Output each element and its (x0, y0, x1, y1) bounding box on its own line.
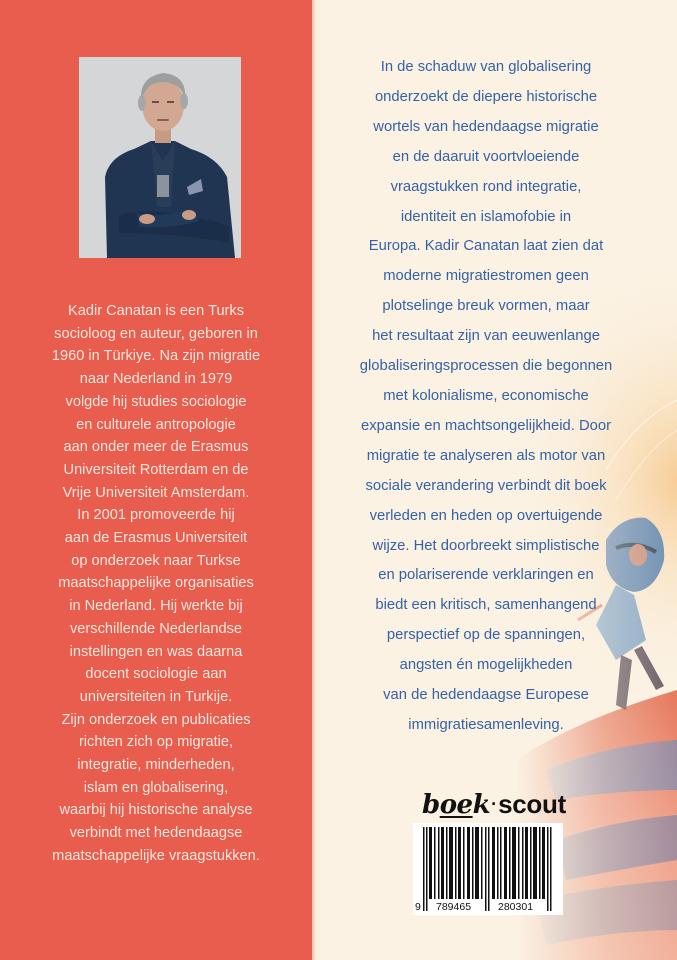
bio-line: instellingen en was daarna (69, 643, 243, 660)
publisher-logo (422, 789, 572, 819)
blurb-line: verleden en heden op overtuigende (369, 507, 603, 524)
bio-line: en culturele antropologie (76, 416, 236, 433)
blurb-text (316, 53, 656, 741)
bio-line: Zijn onderzoek en publicaties (61, 711, 251, 728)
bio-line: verbindt met hedendaagse (69, 825, 243, 842)
bio-line: maatschappelijke organisaties (58, 575, 254, 592)
bio-line: integratie, minderheden, (77, 757, 235, 774)
blurb-line: vraagstukken rond integratie, (390, 178, 582, 195)
blurb-line: angsten én mogelijkheden (399, 657, 573, 674)
bio-line: verschillende Nederlandse (70, 620, 242, 637)
bio-line: Universiteit Rotterdam en de (63, 461, 249, 478)
blurb-line: met kolonialisme, economische (383, 387, 589, 404)
blurb-panel (316, 0, 677, 960)
blurb-line: wijze. Het doorbreekt simplistische (372, 537, 600, 554)
bio-line: aan de Erasmus Universiteit (64, 530, 248, 547)
bio-line: maatschappelijke vraagstukken. (52, 847, 260, 864)
bio-line: socioloog en auteur, geboren in (54, 325, 258, 342)
barcode-digits-right: 280301 (498, 901, 534, 913)
blurb-line: en de daaruit voortvloeiende (392, 148, 580, 165)
blurb-line: immigratiesamenleving. (408, 716, 564, 733)
bio-line: In 2001 promoveerde hij (77, 507, 235, 524)
bio-line: waarbij hij historische analyse (59, 802, 253, 819)
blurb-line: en polariserende verklaringen en (378, 567, 594, 584)
bio-line: volgde hij studies sociologie (65, 393, 247, 410)
blurb-line: globaliseringsprocessen die begonnen (359, 358, 613, 375)
bio-line: naar Nederland in 1979 (79, 371, 233, 388)
author-photo (79, 57, 241, 258)
barcode-digits-left: 789465 (436, 901, 472, 913)
blurb-line: biedt een kritisch, samenhangend (375, 597, 597, 614)
blurb-line: wortels van hedendaagse migratie (373, 118, 599, 135)
blurb-line: van de hedendaagse Europese (383, 687, 589, 704)
author-portrait-icon (79, 57, 241, 258)
barcode-digits (413, 899, 563, 913)
blurb-line: migratie te analyseren als motor van (366, 447, 606, 464)
blurb-line: expansie en machtsongelijkheid. Door (360, 417, 612, 434)
blurb-line: In de schaduw van globalisering (380, 59, 592, 75)
blurb-line: moderne migratiestromen geen (383, 268, 589, 285)
blurb-line: Europa. Kadir Canatan laat zien dat (368, 238, 604, 255)
blurb-line: onderzoekt de diepere historische (374, 88, 598, 105)
bio-line: islam en globalisering, (83, 779, 229, 796)
blurb-line: sociale verandering verbindt dit boek (365, 477, 607, 494)
bio-line: Kadir Canatan is een Turks (67, 303, 245, 319)
isbn-barcode (413, 823, 563, 915)
blurb-line: perspectief op de spanningen, (386, 627, 586, 644)
bio-line: docent sociologie aan (85, 666, 227, 683)
bio-line: richten zich op migratie, (78, 734, 234, 751)
blurb-line: plotselinge breuk vormen, maar (382, 298, 590, 315)
blurb-line: het resultaat zijn van eeuwenlange (372, 328, 600, 345)
logo-scout: scout (498, 789, 566, 819)
author-bio (20, 300, 292, 868)
barcode-digit-first: 9 (415, 901, 421, 913)
logo-boek: boek (422, 790, 491, 820)
bio-line: 1960 in Türkiye. Na zijn migratie (51, 348, 261, 365)
bio-line: Vrije Universiteit Amsterdam. (62, 484, 250, 501)
bio-line: universiteiten in Turkije. (79, 688, 233, 705)
bio-line: aan onder meer de Erasmus (63, 439, 249, 456)
blurb-line: identiteit en islamofobie in (400, 208, 572, 225)
bio-line: in Nederland. Hij werkte bij (69, 598, 243, 615)
logo-separator: · (491, 794, 498, 814)
bio-line: op onderzoek naar Turkse (71, 552, 241, 569)
author-panel (0, 0, 312, 960)
